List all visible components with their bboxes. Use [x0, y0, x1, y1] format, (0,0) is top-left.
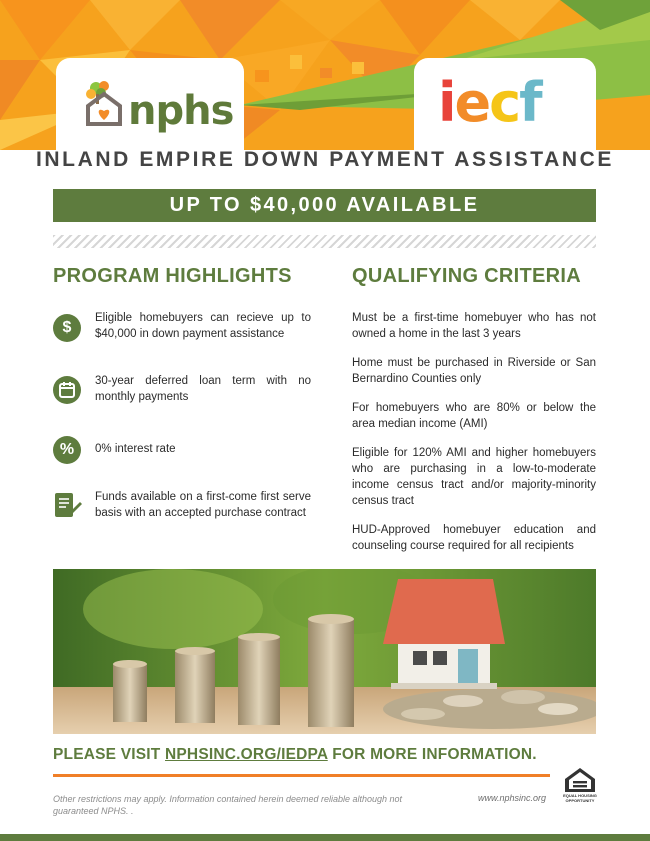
criteria-item: Home must be purchased in Riverside or San Bernardino Counties only: [352, 357, 596, 385]
equal-housing-label: EQUAL HOUSING OPPORTUNITY: [563, 793, 597, 803]
criteria-item: For homebuyers who are 80% or below the area median income (AMI): [352, 402, 596, 430]
amount-banner: UP TO $40,000 AVAILABLE: [53, 189, 596, 222]
footer-bar: [0, 834, 650, 841]
contract-icon: [53, 490, 81, 518]
qualifying-criteria-heading: QUALIFYING CRITERIA: [352, 265, 582, 287]
calendar-icon: [53, 376, 81, 404]
house-tree-icon: [82, 80, 128, 126]
calendar-glyph: [53, 376, 81, 404]
criteria-item: Eligible for 120% AMI and higher homebuyers who are purchasing in a low-to-moderate income census tract and/or majority-minority census tract: [352, 447, 596, 507]
iecf-logo: [414, 58, 596, 150]
iecf-letter: c: [489, 71, 520, 134]
visit-callout: [53, 746, 537, 764]
highlight-item: 0% interest rate: [95, 443, 176, 455]
highlight-item: 30-year deferred loan term with no monthly payments: [95, 375, 311, 403]
criteria-item: Must be a first-time homebuyer who has not owned a home in the last 3 years: [352, 312, 596, 340]
coins-house-photo: [53, 569, 596, 734]
nphs-logo: [56, 58, 244, 150]
iecf-letter: f: [519, 71, 541, 134]
percent-icon: %: [53, 436, 81, 464]
highlight-item: Funds available on a first-come first serve basis with an accepted purchase contract: [95, 491, 311, 519]
orange-divider: [53, 774, 550, 777]
page-title: INLAND EMPIRE DOWN PAYMENT ASSISTANCE: [35, 148, 615, 171]
dollar-icon: $: [53, 314, 81, 342]
highlight-item: Eligible homebuyers can recieve up to $40,000 in down payment assistance: [95, 312, 311, 340]
disclaimer-text: Other restrictions may apply. Information contained herein deemed reliable although not guaranteed NPHS. .: [53, 794, 403, 816]
iecf-logo-text: [438, 71, 541, 134]
program-highlights-heading: PROGRAM HIGHLIGHTS: [53, 265, 292, 287]
iecf-letter: i: [438, 71, 455, 134]
website-link[interactable]: NPHSINC.ORG/IEDPA: [165, 746, 328, 763]
nphs-logo-text: nphs: [128, 88, 234, 134]
visit-prefix: PLEASE VISIT: [53, 746, 165, 763]
hatched-divider: [53, 235, 596, 248]
website-text[interactable]: www.nphsinc.org: [478, 793, 547, 803]
contract-glyph: [53, 490, 83, 520]
iecf-letter: e: [454, 71, 490, 134]
visit-suffix: FOR MORE INFORMATION.: [327, 746, 537, 763]
criteria-item: HUD-Approved homebuyer education and counseling course required for all recipients: [352, 524, 596, 552]
